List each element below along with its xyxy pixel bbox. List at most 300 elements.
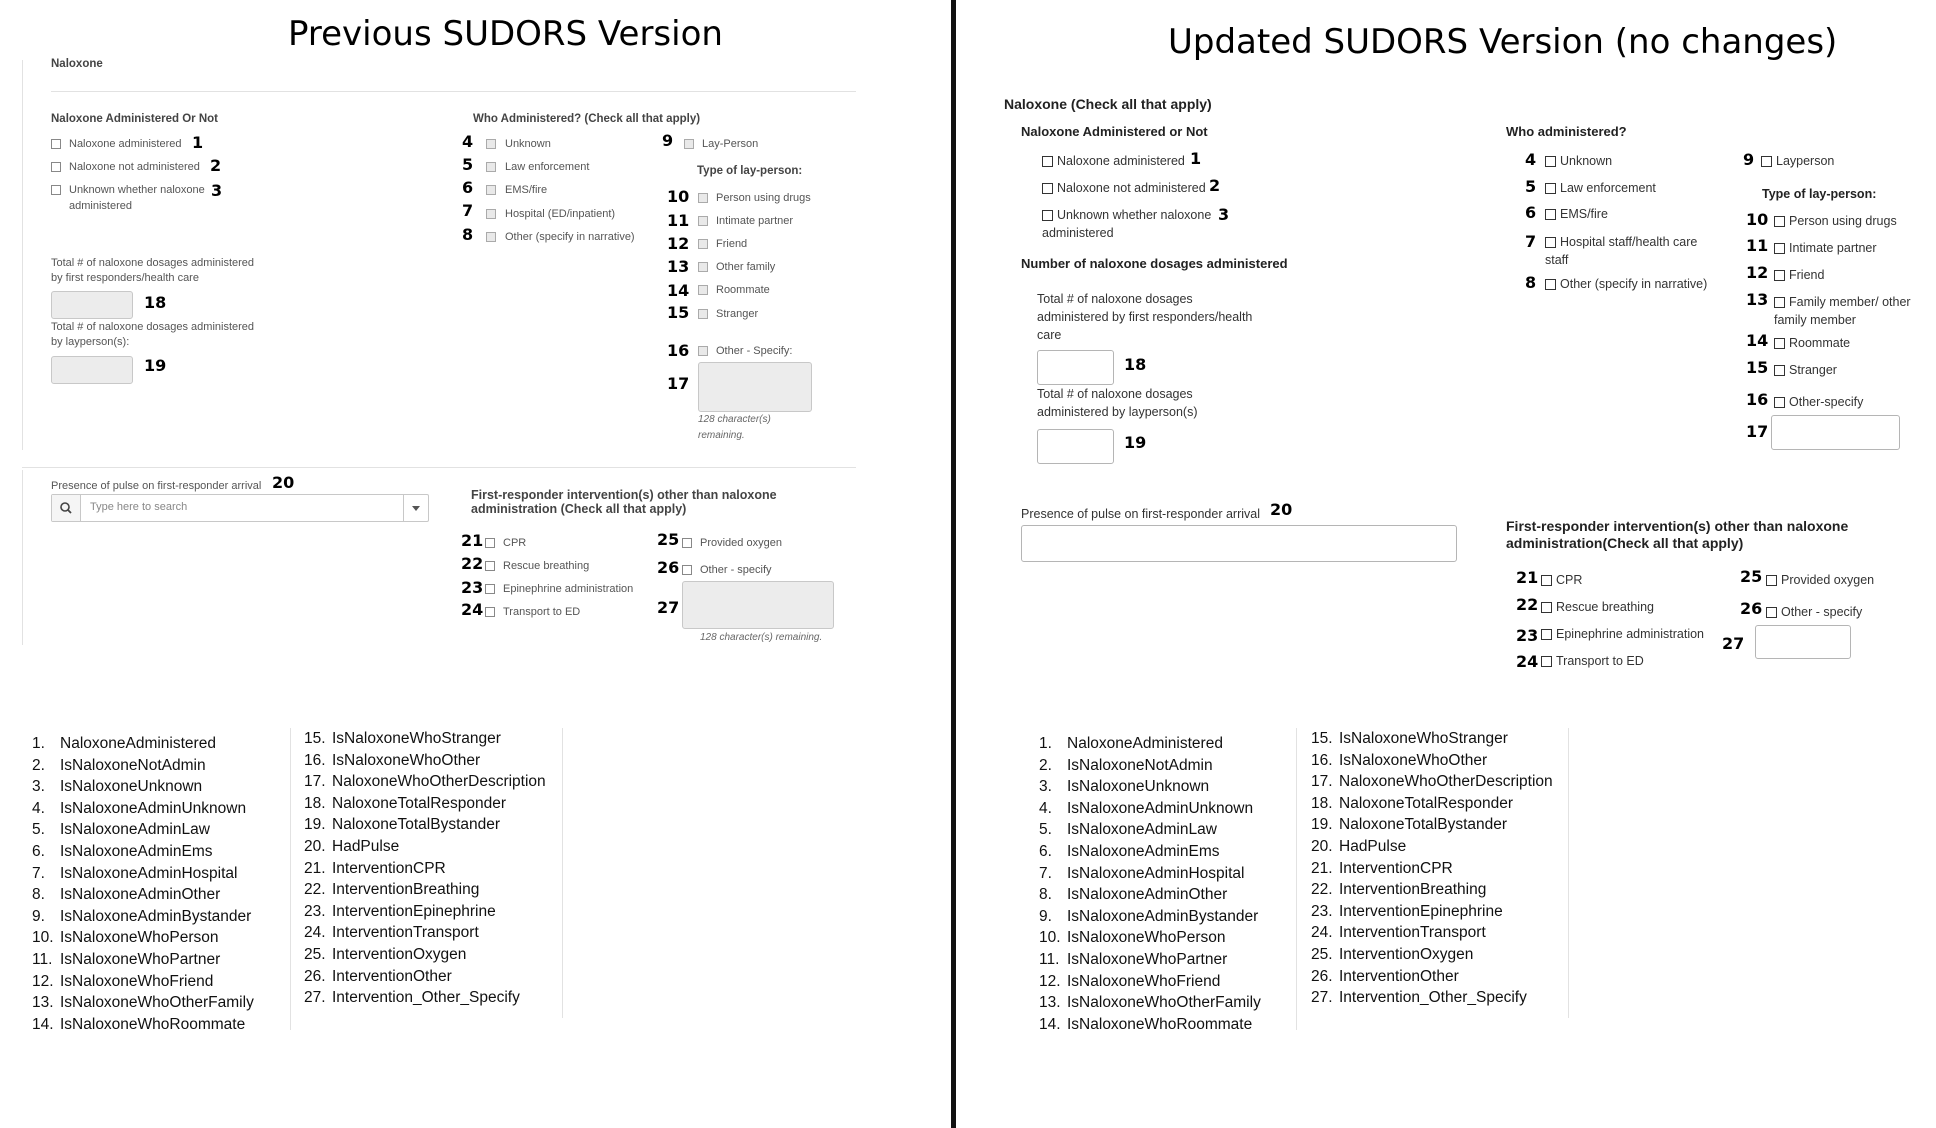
marker-16: 16	[667, 341, 690, 360]
who-unknown-checkbox[interactable]	[1545, 156, 1556, 167]
legend-item	[1039, 949, 1261, 971]
marker-6: 6	[1525, 203, 1537, 222]
marker-8: 8	[1525, 273, 1537, 292]
legend-item-variable: HadPulse	[1339, 837, 1407, 855]
naloxone-not-administered-label: Naloxone not administered	[1057, 181, 1206, 195]
legend-item-number: 17.	[1311, 773, 1333, 791]
who-hospital-label: Hospital (ED/inpatient)	[505, 208, 616, 220]
who-hospital-checkbox[interactable]	[1545, 237, 1556, 248]
cpr-checkbox[interactable]	[485, 538, 495, 548]
type-other-family-checkbox[interactable]	[698, 262, 708, 272]
chevron-down-icon[interactable]	[403, 495, 428, 521]
marker-14: 14	[667, 281, 690, 300]
legend-item	[304, 901, 546, 923]
rescue-breathing-label: Rescue breathing	[503, 560, 590, 572]
naloxone-administered-label: Naloxone administered	[69, 138, 182, 150]
total-layperson-label-2: administered by layperson(s)	[1037, 405, 1198, 419]
naloxone-administered-checkbox[interactable]	[1042, 156, 1053, 167]
epinephrine-checkbox[interactable]	[485, 584, 495, 594]
marker-16: 16	[1746, 390, 1769, 409]
legend-item-variable: Intervention_Other_Specify	[1339, 989, 1527, 1007]
legend-item	[32, 906, 254, 928]
total-responder-input[interactable]	[51, 291, 133, 319]
legend-item-variable: IsNaloxoneAdminHospital	[60, 864, 238, 882]
other-specify-checkbox[interactable]	[682, 565, 692, 575]
marker-1: 1	[192, 133, 204, 152]
legend-item	[304, 944, 546, 966]
marker-26: 26	[1740, 599, 1763, 618]
legend-item-variable: IsNaloxoneAdminLaw	[1067, 821, 1217, 839]
legend-item-number: 21.	[304, 859, 326, 877]
legend-item-number: 20.	[1311, 837, 1333, 855]
intervention-other-input[interactable]	[1755, 625, 1851, 659]
legend-item-variable: IsNaloxoneWhoPartner	[1067, 950, 1228, 968]
type-of-lay-person-header: Type of lay-person:	[1762, 187, 1877, 201]
marker-1: 1	[1190, 149, 1202, 168]
legend-item-variable: NaloxoneWhoOtherDescription	[332, 773, 546, 791]
total-responder-label: Total # of naloxone dosages administered	[51, 257, 255, 269]
cpr-label: CPR	[503, 537, 527, 549]
provided-oxygen-label: Provided oxygen	[700, 537, 782, 549]
legend-item-number: 24.	[1311, 924, 1333, 942]
rescue-breathing-checkbox[interactable]	[1541, 602, 1552, 613]
legend-item	[304, 987, 546, 1009]
marker-10: 10	[1746, 210, 1769, 229]
legend-item	[1039, 906, 1261, 928]
legend-item	[1311, 750, 1553, 772]
naloxone-unknown-checkbox[interactable]	[51, 185, 61, 195]
legend-column-1	[1039, 733, 1261, 1035]
marker-7: 7	[1525, 232, 1537, 251]
legend-item-number: 16.	[1311, 751, 1333, 769]
legend-item	[32, 971, 254, 993]
marker-11: 11	[1746, 236, 1769, 255]
other-specify-input[interactable]	[1771, 415, 1900, 450]
transport-checkbox[interactable]	[1541, 656, 1552, 667]
marker-19: 19	[144, 356, 167, 375]
marker-24: 24	[1516, 652, 1539, 671]
interventions-header-2: administration (Check all that apply)	[471, 502, 687, 516]
legend-item-variable: IsNaloxoneUnknown	[1067, 778, 1210, 796]
legend-item-variable: IsNaloxoneAdminUnknown	[1067, 799, 1254, 817]
legend-column-divider	[290, 728, 291, 1030]
other-specify-textarea[interactable]	[698, 362, 812, 412]
legend-item-number: 4.	[32, 799, 45, 817]
legend-item-number: 2.	[1039, 756, 1052, 774]
interventions-header-2: administration(Check all that apply)	[1506, 535, 1744, 551]
legend-item	[1039, 927, 1261, 949]
legend-item-variable: InterventionTransport	[332, 924, 479, 942]
rescue-breathing-label: Rescue breathing	[1556, 600, 1654, 614]
transport-checkbox[interactable]	[485, 607, 495, 617]
naloxone-unknown-label: Unknown whether naloxone	[69, 184, 205, 196]
legend-item-number: 1.	[1039, 735, 1052, 752]
pulse-select-placeholder: Type here to search	[90, 501, 188, 513]
legend-item-number: 19.	[1311, 816, 1333, 834]
type-stranger-label: Stranger	[1789, 363, 1837, 377]
type-roommate-label: Roommate	[1789, 336, 1851, 350]
marker-25: 25	[1740, 567, 1763, 586]
legend-item	[32, 927, 254, 949]
marker-23: 23	[461, 578, 484, 597]
lay-person-checkbox[interactable]	[684, 139, 694, 149]
legend-item	[304, 966, 546, 988]
legend-column-divider	[1296, 728, 1297, 1030]
legend-item	[1039, 884, 1261, 906]
legend-item-number: 3.	[1039, 778, 1052, 796]
marker-20: 20	[272, 473, 295, 492]
type-roommate-checkbox[interactable]	[698, 285, 708, 295]
who-other-checkbox[interactable]	[1545, 279, 1556, 290]
legend-item-variable: IsNaloxoneWhoRoommate	[60, 1015, 246, 1033]
legend-item-variable: IsNaloxoneWhoOtherFamily	[60, 994, 254, 1012]
marker-10: 10	[667, 187, 690, 206]
marker-15: 15	[1746, 358, 1769, 377]
marker-26: 26	[657, 558, 680, 577]
lay-person-label: Lay-Person	[702, 138, 759, 150]
type-stranger-label: Stranger	[716, 308, 759, 320]
legend-item-number: 11.	[1039, 950, 1060, 968]
legend-item	[32, 949, 254, 971]
marker-12: 12	[667, 234, 690, 253]
marker-4: 4	[462, 132, 474, 151]
legend-item	[304, 858, 546, 880]
other-specify-label: Other - specify	[1781, 605, 1863, 619]
legend-item-number: 14.	[1039, 1015, 1061, 1033]
legend-item-variable: IsNaloxoneWhoFriend	[1067, 972, 1221, 990]
naloxone-not-administered-checkbox[interactable]	[51, 162, 61, 172]
who-ems-label: EMS/fire	[505, 184, 548, 196]
type-family-member-checkbox[interactable]	[1774, 297, 1785, 308]
who-law-label: Law enforcement	[1560, 181, 1656, 195]
legend-item-number: 26.	[304, 967, 326, 985]
legend-item-number: 6.	[32, 842, 45, 860]
legend-item	[32, 819, 254, 841]
legend-item-variable: IsNaloxoneAdminUnknown	[60, 799, 247, 817]
section-divider-2	[22, 467, 856, 468]
marker-17: 17	[1746, 422, 1769, 441]
marker-22: 22	[461, 554, 484, 573]
type-person-drugs-label: Person using drugs	[1789, 214, 1897, 228]
legend-item-variable: InterventionOxygen	[1339, 945, 1474, 963]
legend-item-variable: InterventionBreathing	[332, 881, 480, 899]
naloxone-not-administered-checkbox[interactable]	[1042, 183, 1053, 194]
total-layperson-label-2: by layperson(s):	[51, 336, 130, 348]
other-specify-label: Other - specify	[700, 564, 772, 576]
marker-12: 12	[1746, 263, 1769, 282]
marker-3: 3	[1218, 205, 1230, 224]
legend-item	[1039, 798, 1261, 820]
marker-14: 14	[1746, 331, 1769, 350]
legend-item-number: 10.	[1039, 929, 1061, 947]
legend-item	[1039, 733, 1261, 755]
legend-item-number: 25.	[1311, 945, 1333, 963]
legend-item	[32, 776, 254, 798]
legend-item-variable: IsNaloxoneAdminBystander	[1067, 907, 1259, 925]
total-responder-label-2: by first responders/health care	[51, 272, 199, 284]
legend-item-number: 26.	[1311, 967, 1333, 985]
marker-21: 21	[1516, 568, 1539, 587]
provided-oxygen-checkbox[interactable]	[1766, 575, 1777, 586]
legend-item	[1039, 971, 1261, 993]
who-unknown-checkbox[interactable]	[486, 139, 496, 149]
legend-item-number: 8.	[32, 886, 45, 904]
type-stranger-checkbox[interactable]	[698, 309, 708, 319]
legend-item	[32, 798, 254, 820]
legend-item-number: 14.	[32, 1015, 54, 1033]
who-other-checkbox[interactable]	[486, 232, 496, 242]
legend-column-2	[304, 728, 546, 1009]
legend-item	[1311, 793, 1553, 815]
legend-item-variable: IsNaloxoneWhoOtherFamily	[1067, 994, 1261, 1012]
interventions-header: First-responder intervention(s) other than naloxone	[1506, 518, 1849, 534]
legend-item	[1311, 728, 1553, 750]
legend-item	[1311, 987, 1553, 1009]
legend-item-number: 23.	[304, 902, 326, 920]
legend-item-number: 23.	[1311, 902, 1333, 920]
type-other-specify-checkbox[interactable]	[1774, 397, 1785, 408]
legend-item	[304, 922, 546, 944]
marker-5: 5	[462, 155, 474, 174]
type-friend-label: Friend	[716, 238, 748, 250]
legend-item-number: 8.	[1039, 886, 1052, 904]
who-law-checkbox[interactable]	[1545, 183, 1556, 194]
legend-item-variable: IsNaloxoneWhoPartner	[60, 950, 221, 968]
total-layperson-input[interactable]	[1037, 429, 1114, 464]
legend-item-variable: HadPulse	[332, 837, 400, 855]
legend-item-variable: NaloxoneTotalBystander	[332, 816, 501, 834]
legend-item-variable: IsNaloxoneWhoRoommate	[1067, 1015, 1253, 1033]
legend-item-variable: IsNaloxoneAdminEms	[60, 842, 213, 860]
panel-divider	[951, 0, 956, 1128]
type-roommate-checkbox[interactable]	[1774, 338, 1785, 349]
marker-15: 15	[667, 303, 690, 322]
type-other-family-label: Other family	[716, 261, 776, 273]
legend-item	[32, 733, 254, 755]
transport-label: Transport to ED	[503, 606, 581, 618]
who-administered-header: Who administered?	[1506, 124, 1627, 139]
legend-item-variable: Intervention_Other_Specify	[332, 989, 520, 1007]
legend-column-divider-2	[562, 728, 563, 1018]
epinephrine-checkbox[interactable]	[1541, 629, 1552, 640]
type-friend-label: Friend	[1789, 268, 1825, 282]
naloxone-unknown-label-2: administered	[1042, 226, 1114, 240]
type-friend-checkbox[interactable]	[698, 239, 708, 249]
total-layperson-input[interactable]	[51, 356, 133, 384]
legend-item-variable: IsNaloxoneUnknown	[60, 778, 203, 796]
legend-item	[304, 771, 546, 793]
legend-item-variable: InterventionTransport	[1339, 924, 1486, 942]
naloxone-administered-label: Naloxone administered	[1057, 154, 1185, 168]
type-of-lay-person-header: Type of lay-person:	[697, 165, 803, 177]
marker-18: 18	[144, 293, 167, 312]
type-family-member-label-2: family member	[1774, 313, 1856, 327]
marker-25: 25	[657, 530, 680, 549]
legend-item	[304, 793, 546, 815]
who-ems-label: EMS/fire	[1560, 207, 1608, 221]
legend-item-variable: NaloxoneAdministered	[1067, 735, 1223, 752]
naloxone-unknown-label-2: administered	[69, 200, 132, 212]
naloxone-administered-checkbox[interactable]	[51, 139, 61, 149]
legend-item	[32, 884, 254, 906]
legend-item	[1311, 858, 1553, 880]
chars-remaining-full: 128 character(s) remaining.	[700, 632, 823, 643]
legend-item-variable: IsNaloxoneWhoFriend	[60, 972, 214, 990]
legend-item	[1311, 879, 1553, 901]
legend-item-variable: NaloxoneTotalResponder	[332, 794, 507, 812]
updated-version-title: Updated SUDORS Version (no changes)	[1168, 22, 1838, 62]
naloxone-unknown-label: Unknown whether naloxone	[1057, 208, 1212, 222]
legend-item-variable: InterventionOxygen	[332, 945, 467, 963]
legend-item-number: 22.	[1311, 881, 1333, 899]
legend-item-number: 18.	[1311, 794, 1333, 812]
marker-17: 17	[667, 374, 690, 393]
legend-item-variable: IsNaloxoneAdminOther	[60, 886, 221, 904]
legend-item	[32, 992, 254, 1014]
marker-4: 4	[1525, 150, 1537, 169]
marker-18: 18	[1124, 355, 1147, 374]
legend-item-number: 16.	[304, 751, 326, 769]
legend-item-number: 19.	[304, 816, 326, 834]
type-roommate-label: Roommate	[716, 284, 770, 296]
type-intimate-partner-label: Intimate partner	[716, 215, 794, 227]
marker-8: 8	[462, 225, 474, 244]
naloxone-section-title: Naloxone (Check all that apply)	[1004, 96, 1212, 112]
marker-5: 5	[1525, 177, 1537, 196]
legend-item-variable: NaloxoneAdministered	[60, 735, 216, 752]
pulse-select[interactable]	[51, 494, 429, 522]
type-family-member-label: Family member/ other	[1789, 295, 1911, 309]
legend-item-variable: NaloxoneWhoOtherDescription	[1339, 773, 1553, 791]
legend-item-variable: IsNaloxoneAdminBystander	[60, 907, 252, 925]
legend-item-variable: NaloxoneTotalResponder	[1339, 794, 1514, 812]
legend-item	[304, 879, 546, 901]
legend-item-variable: InterventionCPR	[332, 859, 446, 877]
legend-item-variable: InterventionEpinephrine	[332, 902, 496, 920]
who-ems-checkbox[interactable]	[1545, 209, 1556, 220]
legend-item	[1039, 776, 1261, 798]
type-stranger-checkbox[interactable]	[1774, 365, 1785, 376]
marker-2: 2	[1209, 176, 1221, 195]
legend-column-2	[1311, 728, 1553, 1009]
who-unknown-label: Unknown	[1560, 154, 1613, 168]
form-left-border-2	[22, 470, 23, 645]
interventions-header: First-responder intervention(s) other than naloxone	[471, 488, 777, 502]
type-other-specify-checkbox[interactable]	[698, 346, 708, 356]
marker-27: 27	[1722, 634, 1745, 653]
marker-21: 21	[461, 531, 484, 550]
legend-item-variable: IsNaloxoneWhoOther	[1339, 751, 1488, 769]
legend-item-number: 24.	[304, 924, 326, 942]
marker-3: 3	[211, 181, 223, 200]
marker-22: 22	[1516, 595, 1539, 614]
layperson-checkbox[interactable]	[1761, 156, 1772, 167]
legend-item	[304, 836, 546, 858]
type-person-drugs-checkbox[interactable]	[698, 193, 708, 203]
who-other-label: Other (specify in narrative)	[1560, 277, 1708, 291]
who-law-checkbox[interactable]	[486, 162, 496, 172]
epinephrine-label: Epinephrine administration	[503, 583, 634, 595]
legend-item-variable: IsNaloxoneAdminEms	[1067, 842, 1220, 860]
epinephrine-label: Epinephrine administration	[1556, 627, 1705, 641]
marker-2: 2	[210, 156, 222, 175]
total-responder-label-2: administered by first responders/health	[1037, 310, 1253, 324]
legend-item-variable: InterventionOther	[332, 967, 452, 985]
who-hospital-checkbox[interactable]	[486, 209, 496, 219]
legend-item	[32, 1014, 254, 1036]
type-other-specify-label: Other - Specify:	[716, 345, 793, 357]
legend-item	[32, 841, 254, 863]
naloxone-unknown-checkbox[interactable]	[1042, 210, 1053, 221]
who-ems-checkbox[interactable]	[486, 185, 496, 195]
legend-item	[32, 863, 254, 885]
legend-item-number: 10.	[32, 929, 54, 947]
other-specify-checkbox[interactable]	[1766, 607, 1777, 618]
admin-header: Naloxone Administered or Not	[1021, 124, 1208, 139]
legend-item	[1311, 966, 1553, 988]
type-intimate-partner-checkbox[interactable]	[1774, 243, 1785, 254]
legend-item-variable: IsNaloxoneWhoStranger	[332, 730, 501, 747]
legend-item	[1311, 771, 1553, 793]
legend-item-number: 5.	[32, 821, 45, 839]
legend-item-number: 12.	[32, 972, 54, 990]
who-hospital-label-2: staff	[1545, 253, 1569, 267]
naloxone-section-title: Naloxone	[51, 58, 103, 70]
cpr-checkbox[interactable]	[1541, 575, 1552, 586]
legend-item-number: 3.	[32, 778, 45, 796]
legend-item-number: 21.	[1311, 859, 1333, 877]
legend-item-variable: IsNaloxoneWhoPerson	[60, 929, 219, 947]
provided-oxygen-checkbox[interactable]	[682, 538, 692, 548]
marker-27: 27	[657, 598, 680, 617]
rescue-breathing-checkbox[interactable]	[485, 561, 495, 571]
legend-item-number: 13.	[1039, 994, 1061, 1012]
dosage-header: Number of naloxone dosages administered	[1021, 256, 1288, 271]
total-responder-input[interactable]	[1037, 350, 1114, 385]
form-left-border	[22, 60, 23, 450]
legend-item-variable: InterventionCPR	[1339, 859, 1453, 877]
legend-item	[1311, 814, 1553, 836]
legend-item	[1311, 922, 1553, 944]
type-person-drugs-checkbox[interactable]	[1774, 216, 1785, 227]
marker-23: 23	[1516, 626, 1539, 645]
legend-item-number: 22.	[304, 881, 326, 899]
legend-item	[1311, 901, 1553, 923]
legend-item-number: 11.	[32, 950, 53, 968]
marker-13: 13	[1746, 290, 1769, 309]
marker-24: 24	[461, 600, 484, 619]
legend-item-number: 20.	[304, 837, 326, 855]
type-intimate-partner-checkbox[interactable]	[698, 216, 708, 226]
cpr-label: CPR	[1556, 573, 1583, 587]
chars-remaining-hint: 128 character(s)	[698, 414, 771, 425]
legend-item-variable: IsNaloxoneAdminHospital	[1067, 864, 1245, 882]
legend-item	[1311, 836, 1553, 858]
legend-column-divider-2	[1568, 728, 1569, 1018]
legend-item-number: 15.	[304, 730, 326, 747]
intervention-other-textarea[interactable]	[682, 581, 834, 629]
type-friend-checkbox[interactable]	[1774, 270, 1785, 281]
naloxone-not-administered-label: Naloxone not administered	[69, 161, 200, 173]
legend-item	[304, 750, 546, 772]
marker-19: 19	[1124, 433, 1147, 452]
legend-item	[1039, 863, 1261, 885]
legend-item-number: 7.	[32, 864, 45, 882]
legend-item-number: 1.	[32, 735, 45, 752]
pulse-input[interactable]	[1021, 525, 1457, 562]
total-layperson-label: Total # of naloxone dosages administered	[51, 321, 255, 333]
section-divider	[51, 91, 856, 92]
